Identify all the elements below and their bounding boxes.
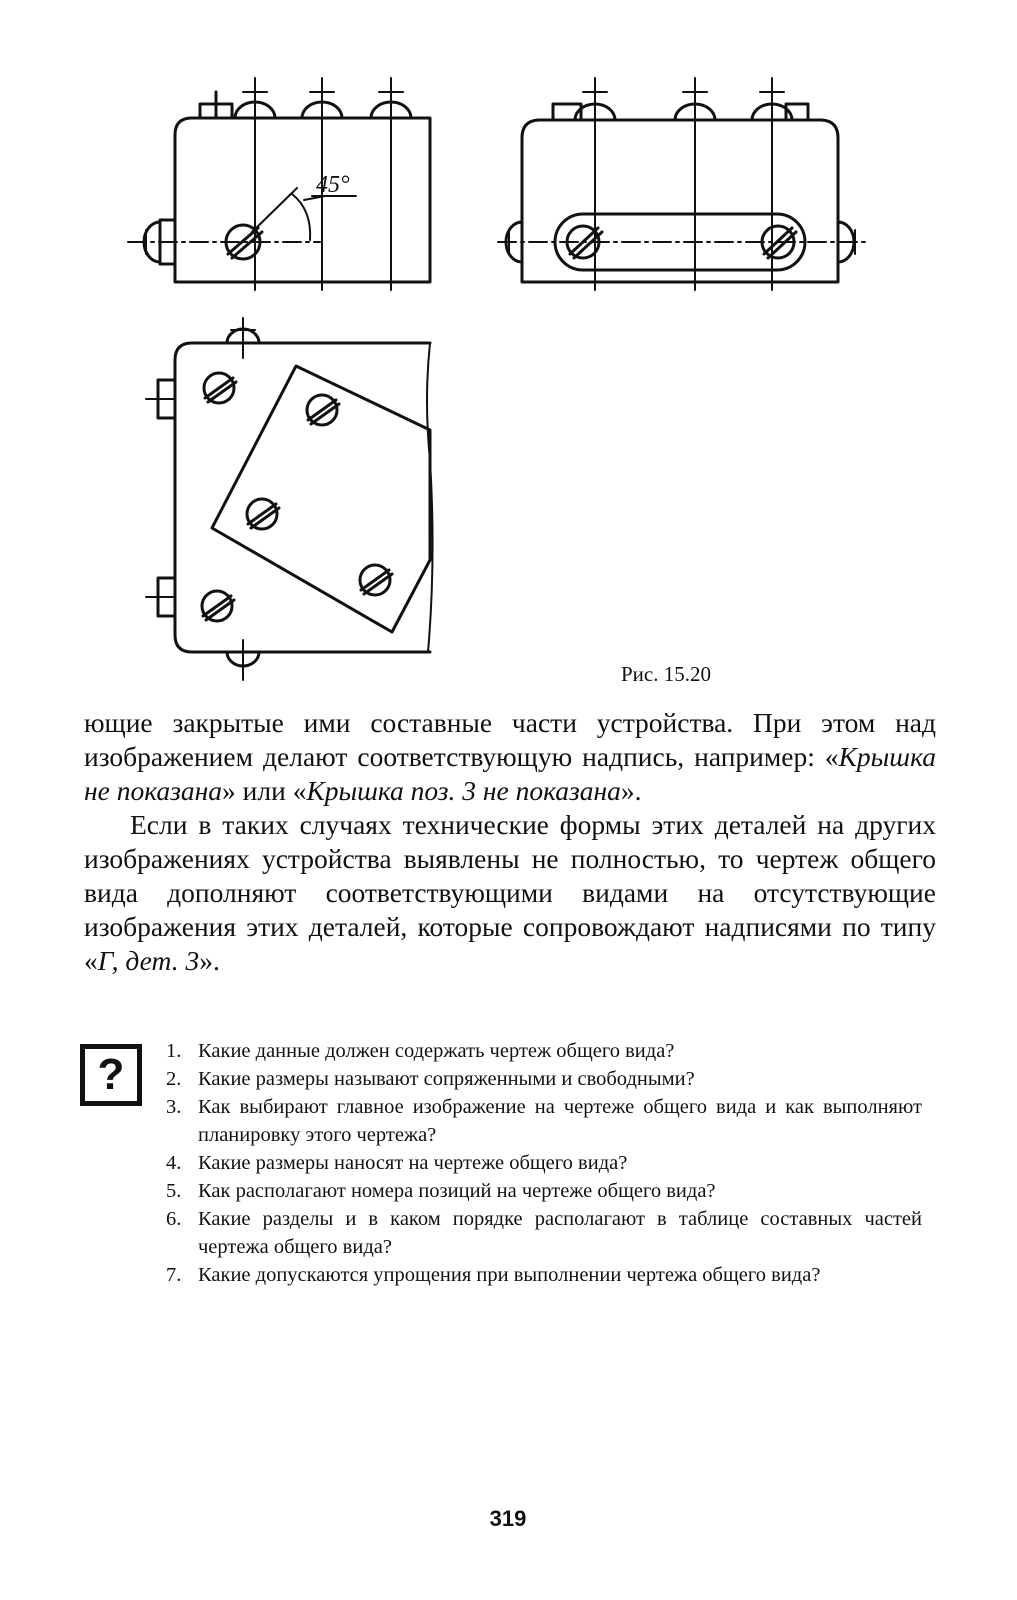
question-item — [166, 1037, 922, 1065]
question-item — [166, 1093, 922, 1149]
question-number: 4. — [166, 1152, 182, 1174]
italic-inscription: Крышка не показана — [84, 741, 936, 806]
question-text: Какие данные должен содержать чертеж общего вида? — [198, 1040, 675, 1062]
question-text: Какие допускаются упрощения при выполнении чертежа общего вида? — [198, 1264, 821, 1286]
question-number: 3. — [166, 1096, 182, 1118]
question-text: Как выбирают главное изображение на чертеже общего вида и как выполняют планировку этого чертежа? — [198, 1096, 922, 1146]
page-number: 319 — [489, 1506, 527, 1531]
question-item — [166, 1205, 922, 1261]
figure-caption: Рис. 15.20 — [621, 662, 711, 686]
paragraph-text: Если в таких случаях технические формы этих деталей на других изображениях устройства выявлены не полностью, то чертеж общего вида дополняют соответствующими видами на отсутствующие изображения этих деталей, которые сопровождают надписями по типу « — [84, 809, 936, 976]
paragraph — [84, 808, 936, 978]
view-top — [146, 318, 433, 680]
technical-drawing — [0, 0, 1017, 700]
question-item — [166, 1065, 922, 1093]
question-number: 2. — [166, 1068, 182, 1090]
body-text — [84, 706, 936, 978]
question-text: Какие размеры наносят на чертеже общего вида? — [198, 1152, 628, 1174]
paragraph-text: ». — [620, 775, 642, 806]
angle-label: 45° — [316, 172, 350, 198]
question-text: Какие разделы и в каком порядке располагают в таблице составных частей чертежа общего вида? — [198, 1208, 922, 1258]
view-front-right — [498, 78, 866, 290]
paragraph-text: ющие закрытые ими составные части устройства. При этом над изображением делают соответствующую надпись, например: « — [84, 707, 936, 772]
question-text: Как располагают номера позиций на чертеже общего вида? — [198, 1180, 716, 1202]
question-item — [166, 1177, 922, 1205]
question-number: 7. — [166, 1264, 182, 1286]
question-item — [166, 1261, 922, 1289]
italic-inscription: Г, дет. 3 — [97, 945, 200, 976]
question-item — [166, 1149, 922, 1177]
question-number: 5. — [166, 1180, 182, 1202]
question-number: 1. — [166, 1040, 182, 1062]
question-number: 6. — [166, 1208, 182, 1230]
paragraph-text: » или « — [222, 775, 307, 806]
review-questions — [166, 1037, 922, 1289]
question-text: Какие размеры называют сопряженными и свободными? — [198, 1068, 695, 1090]
view-front-left — [128, 78, 430, 290]
italic-inscription: Крышка поз. 3 не показана — [306, 775, 621, 806]
paragraph-text: ». — [199, 945, 220, 976]
question-mark-icon: ? — [80, 1044, 142, 1106]
paragraph — [84, 706, 936, 808]
